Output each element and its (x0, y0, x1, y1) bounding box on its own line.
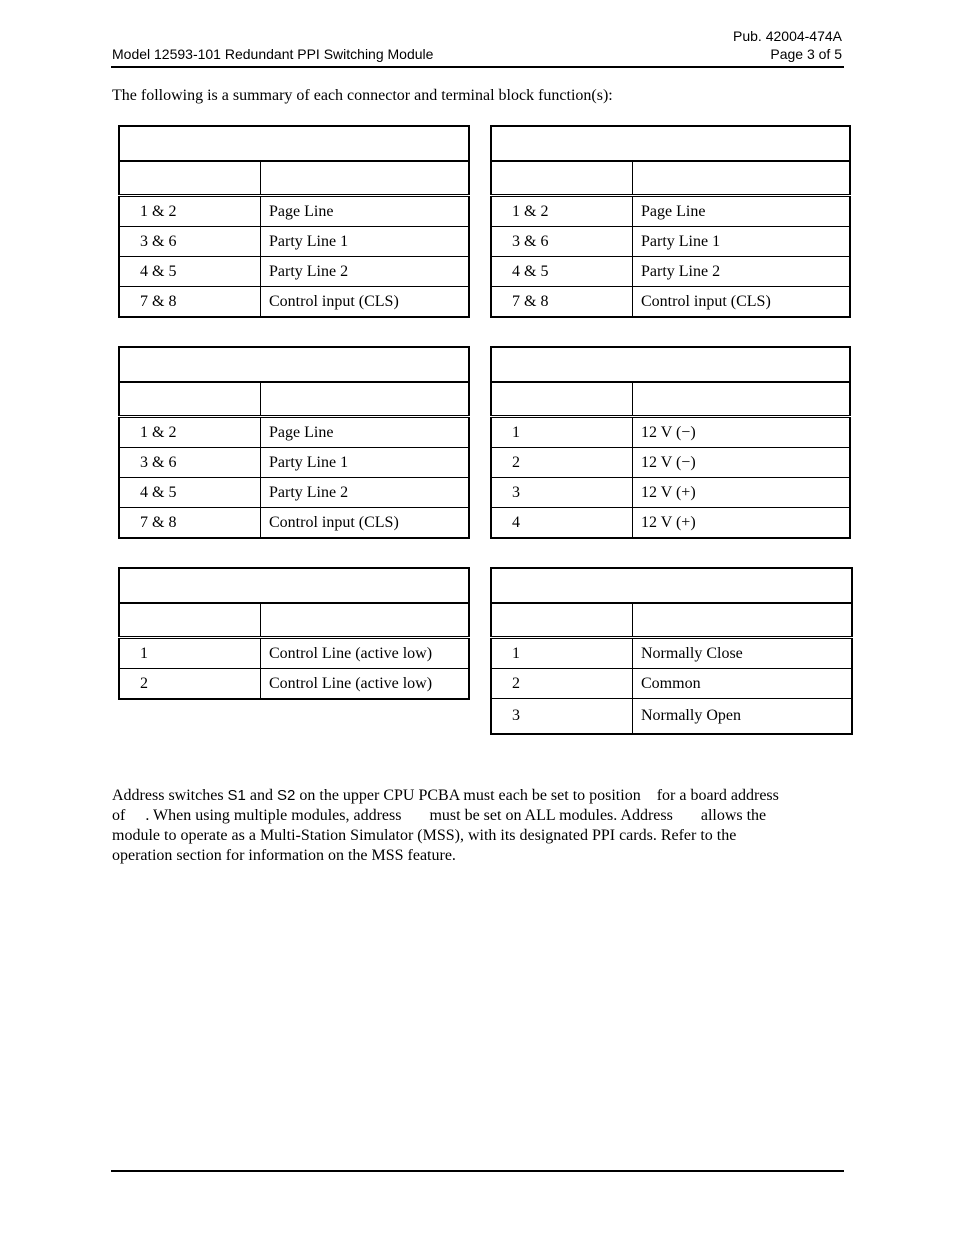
paragraph-line (112, 786, 842, 806)
column-header-cell (119, 382, 261, 417)
pin-cell: 3 & 6 (119, 448, 261, 478)
switch-label: S2 (277, 787, 296, 804)
function-cell: Control input (CLS) (261, 287, 470, 318)
pin-cell: 7 & 8 (119, 287, 261, 318)
pin-cell: 3 (491, 478, 633, 508)
function-cell: Normally Open (633, 699, 853, 735)
function-cell: Common (633, 669, 853, 699)
text-span: Address switches (112, 787, 228, 804)
column-header-cell (119, 161, 261, 196)
footer-rule (111, 1170, 844, 1172)
pin-cell: 7 & 8 (491, 287, 633, 318)
page-number: Page 3 of 5 (770, 46, 842, 62)
paragraph-line: operation section for information on the MSS feature. (112, 847, 456, 864)
column-header-cell (261, 161, 470, 196)
function-cell: Party Line 1 (261, 448, 470, 478)
function-cell: Page Line (261, 417, 470, 448)
intro-text: The following is a summary of each connector and terminal block function(s): (112, 87, 613, 104)
function-cell: Page Line (633, 196, 851, 227)
table-title-cell (491, 568, 852, 603)
text-span: and (245, 787, 278, 804)
table-title-cell (119, 126, 469, 161)
connector-table-2 (490, 125, 851, 318)
function-cell: Party Line 2 (261, 478, 470, 508)
column-header-cell (261, 603, 470, 638)
pin-cell: 1 (119, 638, 261, 669)
pin-cell: 4 (491, 508, 633, 539)
pin-cell: 3 (491, 699, 633, 735)
function-cell: Normally Close (633, 638, 853, 669)
function-cell: 12 V (−) (633, 448, 851, 478)
pin-cell: 3 & 6 (491, 227, 633, 257)
paragraph-line: module to operate as a Multi-Station Simulator (MSS), with its designated PPI cards. Refer to the (112, 827, 737, 844)
switch-label: S1 (227, 787, 246, 804)
function-cell: Control Line (active low) (261, 638, 470, 669)
pin-cell: 2 (491, 448, 633, 478)
column-header-cell (633, 382, 851, 417)
column-header-cell (633, 161, 851, 196)
function-cell: Party Line 2 (261, 257, 470, 287)
column-header-cell (491, 382, 633, 417)
function-cell: Party Line 1 (633, 227, 851, 257)
function-cell: Control Line (active low) (261, 669, 470, 700)
pin-cell: 1 & 2 (491, 196, 633, 227)
paragraph-line: of . When using multiple modules, address must be set on ALL modules. Address allows the (112, 807, 767, 824)
address-switch-paragraph (112, 786, 842, 866)
relay-contact-table (490, 567, 853, 735)
function-cell: Party Line 1 (261, 227, 470, 257)
function-cell: 12 V (−) (633, 417, 851, 448)
table-title-cell (491, 126, 850, 161)
document-title: Model 12593-101 Redundant PPI Switching Module (112, 46, 434, 62)
pin-cell: 4 & 5 (119, 478, 261, 508)
pin-cell: 1 (491, 638, 633, 669)
table-title-cell (119, 568, 469, 603)
table-title-cell (491, 347, 850, 382)
function-cell: 12 V (+) (633, 478, 851, 508)
table-title-cell (119, 347, 469, 382)
function-cell: Page Line (261, 196, 470, 227)
pin-cell: 1 (491, 417, 633, 448)
page-header (111, 28, 844, 68)
text-span: on the upper CPU PCBA must each be set to position for a board address (295, 787, 779, 804)
column-header-cell (491, 603, 633, 638)
pin-cell: 1 & 2 (119, 196, 261, 227)
function-cell: Control input (CLS) (261, 508, 470, 539)
function-cell: Party Line 2 (633, 257, 851, 287)
connector-table-1 (118, 125, 470, 318)
publication-number: Pub. 42004-474A (733, 28, 842, 44)
column-header-cell (491, 161, 633, 196)
pin-cell: 7 & 8 (119, 508, 261, 539)
control-line-table (118, 567, 470, 700)
pin-cell: 3 & 6 (119, 227, 261, 257)
pin-cell: 1 & 2 (119, 417, 261, 448)
column-header-cell (633, 603, 853, 638)
column-header-cell (119, 603, 261, 638)
function-cell: Control input (CLS) (633, 287, 851, 318)
connector-table-3 (118, 346, 470, 539)
power-terminal-table (490, 346, 851, 539)
function-cell: 12 V (+) (633, 508, 851, 539)
pin-cell: 4 & 5 (119, 257, 261, 287)
column-header-cell (261, 382, 470, 417)
pin-cell: 2 (491, 669, 633, 699)
pin-cell: 2 (119, 669, 261, 700)
pin-cell: 4 & 5 (491, 257, 633, 287)
